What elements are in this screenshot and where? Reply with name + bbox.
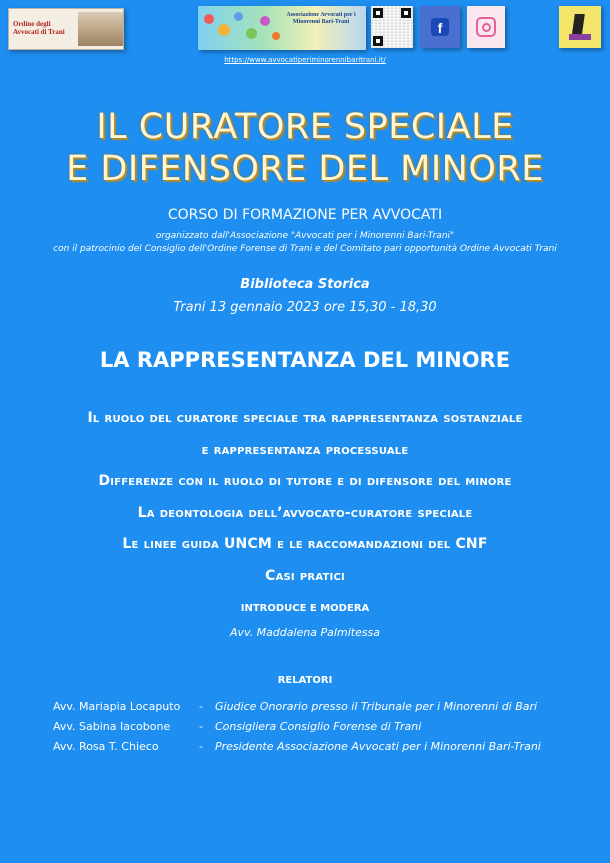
ordine-avvocati-trani-logo: [8, 8, 124, 50]
speaker-name: Avv. Mariapia Locaputo: [53, 700, 181, 713]
speaker-separator: -: [199, 720, 203, 733]
speaker-row: [53, 717, 593, 737]
instagram-qr-icon: [467, 6, 505, 48]
speaker-name: Avv. Rosa T. Chieco: [53, 740, 159, 753]
topic-item: Casi pratici: [265, 567, 345, 584]
topic-item: e rappresentanza processuale: [201, 441, 409, 458]
speaker-separator: -: [199, 740, 203, 753]
main-title: [0, 106, 610, 190]
facebook-icon: f: [431, 18, 449, 36]
qr-corner: [373, 36, 383, 46]
organizer-info: [0, 230, 610, 256]
banner-decoration: [246, 28, 257, 39]
event-date: Trani 13 gennaio 2023 ore 15,30 - 18,30: [173, 300, 437, 315]
organizer-line2: con il patrocinio del Consiglio dell'Ordine Forense di Trani e del Comitato pari opportunità Ordine Avvocati Trani: [53, 244, 557, 254]
banner-decoration: [260, 16, 270, 26]
main-title-line2: E DIFENSORE DEL MINORE: [66, 149, 544, 189]
relatori-label: RELATORI: [277, 675, 333, 686]
speaker-role: Giudice Onorario presso il Tribunale per i Minorenni di Bari: [215, 700, 538, 713]
building-image: [78, 12, 123, 46]
speaker-row: [53, 737, 593, 757]
pari-opportunita-logo-icon: [559, 6, 601, 48]
instagram-icon: [476, 17, 496, 37]
topic-item: Le linee guida UNCM e le raccomandazioni del CNF: [122, 536, 488, 552]
speaker-name: Avv. Sabina Iacobone: [53, 720, 171, 733]
main-title-line1: IL CURATORE SPECIALE: [96, 107, 514, 147]
topics-list: [0, 403, 610, 592]
course-subtitle: CORSO DI FORMAZIONE PER AVVOCATI: [167, 207, 443, 223]
banner-decoration: [204, 14, 214, 24]
association-banner-logo: [198, 6, 366, 50]
section-title: LA RAPPRESENTANZA DEL MINORE: [99, 348, 511, 372]
association-logo-text: Associazione Avvocati per i Minorenni Bari-Trani: [286, 12, 356, 26]
banner-decoration: [218, 24, 230, 36]
speaker-role: Presidente Associazione Avvocati per i Minorenni Bari-Trani: [215, 740, 541, 753]
website-link[interactable]: https://www.avvocatiperiminorennibaritrani.it/: [224, 56, 386, 64]
qr-corner: [401, 8, 411, 18]
organizer-line1: organizzato dall'Associazione "Avvocati per i Minorenni Bari-Trani": [155, 231, 455, 241]
facebook-qr-icon: [420, 6, 460, 48]
banner-decoration: [234, 12, 243, 21]
intro-label: INTRODUCE E MODERA: [240, 603, 370, 614]
ordine-logo-text: Ordine degli Avvocati di Trani: [13, 20, 65, 36]
topic-item: Il ruolo del curatore speciale tra rappresentanza sostanziale: [87, 410, 523, 426]
speaker-row: [53, 697, 593, 717]
moderator-name: Avv. Maddalena Palmitessa: [229, 626, 381, 639]
banner-decoration: [272, 32, 280, 40]
topic-item: La deontologia dell’avvocato-curatore speciale: [137, 504, 473, 521]
qr-corner: [373, 8, 383, 18]
qr-code-icon: [371, 6, 413, 48]
logo-mark: [569, 34, 591, 40]
topic-item: Differenze con il ruolo di tutore e di difensore del minore: [98, 473, 512, 489]
venue: Biblioteca Storica: [240, 277, 370, 292]
speakers-list: [53, 697, 593, 757]
speaker-role: Consigliera Consiglio Forense di Trani: [215, 720, 422, 733]
speaker-separator: -: [199, 700, 203, 713]
